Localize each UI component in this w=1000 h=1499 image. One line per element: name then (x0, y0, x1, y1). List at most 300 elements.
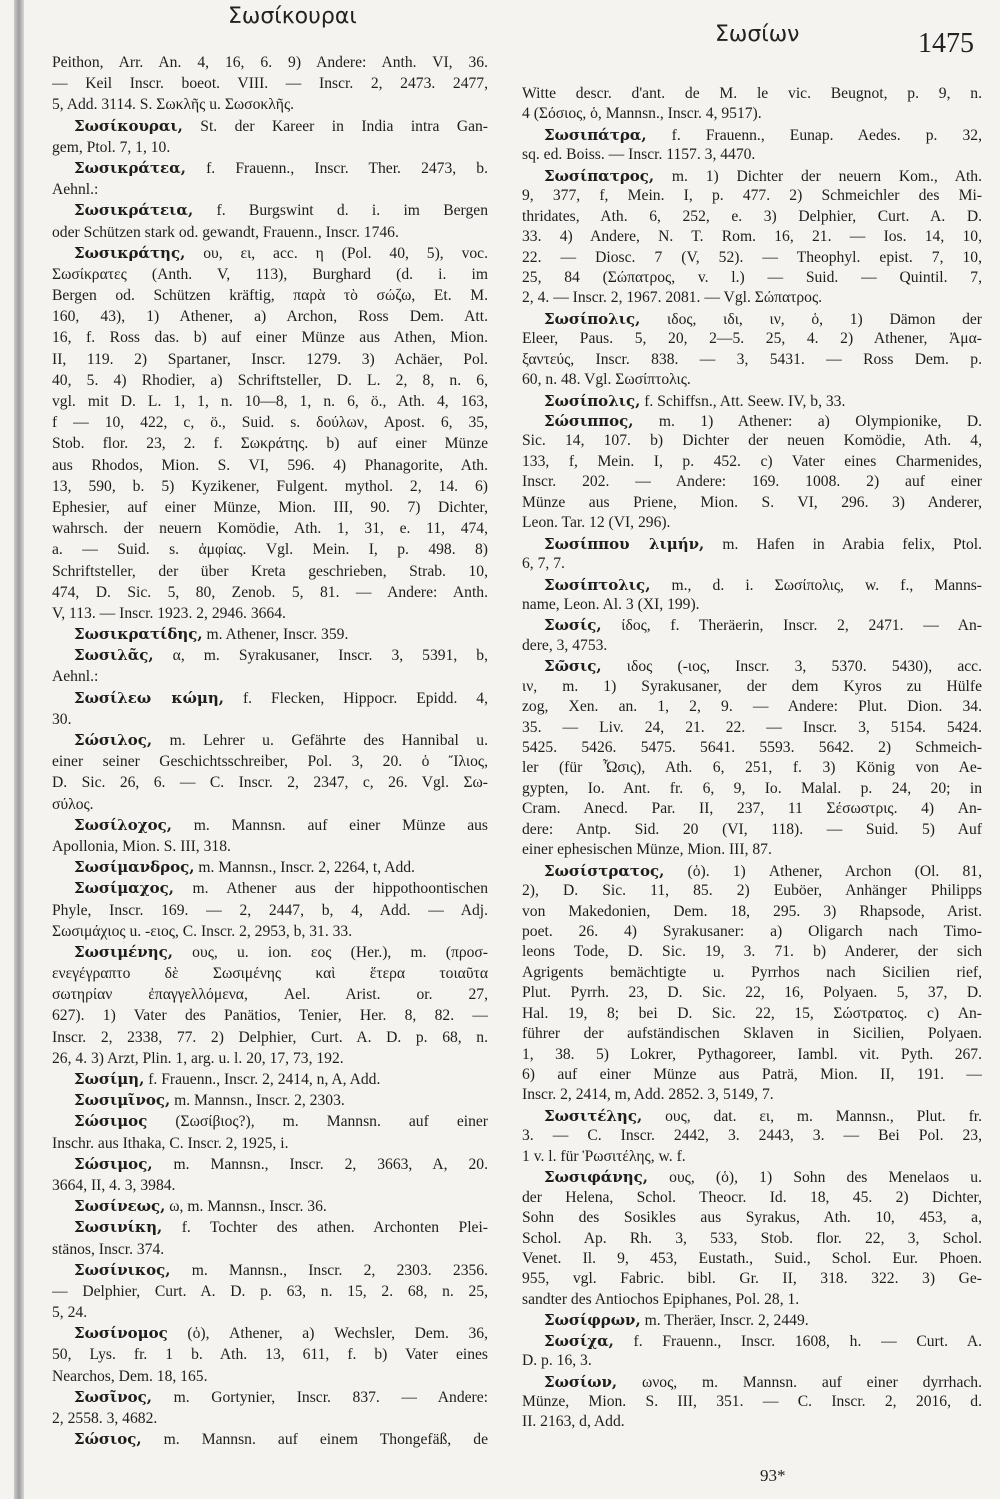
entry-text: Peithon, Arr. An. 4, 16, 6. 9) Andere: Anth. VI, 36. (52, 54, 488, 71)
entry-text: — Delphier, Curt. A. D. p. 63, n. 15, 2. 68, n. 25, (52, 1282, 488, 1300)
entry-first-line (52, 1069, 488, 1090)
entry-first-line (522, 309, 982, 329)
entry-text: f. Burgswint d. i. im Bergen (193, 202, 488, 220)
entry-first-line (522, 411, 982, 431)
headword: Σωσίνεως, (74, 1197, 166, 1216)
entry-first-line (52, 688, 488, 709)
headword: Σωσιπάτρα, (544, 125, 647, 144)
entry-first-line (52, 200, 488, 221)
entry-text: 3664, II, 4. 3, 3984. (52, 1176, 176, 1194)
entry-text: m. Lehrer u. Gefährte des Hannibal u. (152, 732, 488, 749)
entry-text: thridates, Ath. 6, 252, e. 3) Delphier, Curt. A. D. (522, 207, 982, 225)
entry-text: m. Mannsn., Inscr. 2, 2303. 2356. (170, 1261, 488, 1279)
entry-first-line (52, 942, 488, 963)
text-line (522, 779, 982, 799)
text-line (52, 391, 488, 412)
text-line (522, 595, 982, 615)
entry-text: f. Tochter des athen. Archonten Plei- (162, 1219, 488, 1237)
entry-text: St. der Kareer in India intra Gan- (182, 117, 488, 135)
text-line (52, 455, 488, 476)
text-line (522, 513, 982, 533)
text-line (522, 922, 982, 942)
entry-text: f — 10, 422, c, ö., Suid. s. δούλων, Apost. 6, 35, (52, 414, 488, 432)
entry-text: ιδος (-ιος, Inscr. 3, 5370. 5430), acc. (601, 658, 982, 676)
text-line (522, 902, 982, 922)
entry-first-line (522, 656, 982, 676)
entry-text: Bergen od. Schützen kräftig, παρὰ τὸ σώζω, Et. M. (52, 287, 488, 305)
entry-text: ιδος, ιδι, ιν, ὁ, 1) Dämon der (640, 310, 982, 328)
entry-text: Cram. Anecd. Par. II, 237, 11 Σέσωστρις. 4) An- (522, 800, 982, 818)
entry-first-line (522, 166, 982, 186)
text-line (52, 94, 488, 115)
text-line (522, 1147, 982, 1167)
entry-text: 474, D. Sic. 5, 80, Zenob. 5, 81. — Andere: Anth. (52, 583, 488, 601)
entry-text: Venet. Il. 9, 453, Eustath., Suid., Schol. Eur. Phoen. (522, 1249, 982, 1267)
text-line (522, 207, 982, 227)
entry-text: m. Mannsn., Inscr. 2, 2303. (170, 1092, 345, 1110)
headword: Σωσίπολις, (544, 309, 641, 328)
text-line (522, 697, 982, 717)
entry-text: m. 1) Athener: a) Olympionike, D. (633, 413, 982, 430)
headword: Σώσιμος (74, 1112, 148, 1131)
entry-text: Aehnl.: (52, 668, 99, 686)
headword: Σωσίλοχος, (74, 815, 172, 834)
entry-first-line (522, 575, 982, 595)
entry-text: sandter des Antiochos Epiphanes, Pol. 28, 1. (522, 1290, 800, 1308)
text-line (52, 539, 488, 560)
text-line (522, 820, 982, 840)
entry-text: σωτηρίαν ἐπαγγελλόμενα, Ael. Arist. or. 27, (52, 986, 488, 1004)
entry-text: (Σωσίβιος?), m. Mannsn. auf einer (147, 1113, 488, 1131)
text-line (522, 1208, 982, 1228)
entry-text: Nearchos, Dem. 18, 165. (52, 1367, 208, 1385)
entry-text: Plut. Pyrrh. 23, D. Sic. 22, 16, Polyaen. 5, 37, D. (522, 984, 982, 1002)
entry-first-line (52, 1323, 488, 1344)
entry-text: — Keil Inscr. boeot. VIII. — Inscr. 2, 2473. 2477, (52, 75, 488, 93)
entry-text: 627). 1) Vater des Panätios, Tenier, Her. 8, 82. — (52, 1007, 488, 1025)
headword: Σωσιμῖνος, (74, 1091, 171, 1110)
entry-first-line (52, 857, 488, 878)
headword: Σωσίφρων, (544, 1311, 641, 1330)
text-line (52, 582, 488, 603)
entry-first-line (52, 1260, 488, 1281)
entry-first-line (522, 1106, 982, 1126)
text-line (52, 709, 488, 730)
headword: Σωσίπολις, (544, 391, 641, 410)
text-line (522, 636, 982, 656)
entry-text: σύλος. (52, 795, 94, 813)
headword: Σωσίς, (544, 616, 602, 635)
entry-text: name, Leon. Al. 3 (XI, 199). (522, 595, 700, 613)
text-line (522, 799, 982, 819)
entry-text: 60, n. 48. Vgl. Σωσίπτολις. (522, 371, 691, 389)
entry-text: (ὁ). 1) Athener, Archon (Ol. 81, (664, 862, 982, 880)
entry-text: ους, u. ion. εος (Her.), m. (προσ- (172, 943, 488, 961)
entry-text: ωνος, m. Mannsn. auf einer dyrrhach. (617, 1373, 982, 1391)
entry-text: leons Tode, D. Sic. 19, 3. 71. b) Anderer, der sich (522, 943, 982, 961)
text-line (52, 794, 488, 815)
text-line (522, 248, 982, 268)
text-line (52, 285, 488, 306)
entry-text: führer der aufständischen Sklaven in Sicilien, Polyaen. (522, 1025, 982, 1043)
entry-text: 9, 377, f, Mein. I, p. 477. 2) Schmeichler des Mi- (522, 187, 982, 205)
entry-text: D. Sic. 26, 6. — C. Inscr. 2, 2347, c, 26. Vgl. Σω- (52, 774, 488, 792)
text-line (522, 452, 982, 472)
text-line (52, 1239, 488, 1260)
text-line (52, 264, 488, 285)
entry-text: ler (für Ὦσις), Ath. 6, 251, f. 3) König von Ae- (522, 759, 982, 777)
text-line (52, 137, 488, 158)
headword: Σωσικράτεα, (74, 158, 186, 177)
entry-text: 6) auf einer Münze aus Paträ, Mion. II, 191. — (522, 1066, 982, 1083)
text-line (522, 881, 982, 901)
headword: Σωσίνικος, (74, 1260, 171, 1279)
entry-text: 50, Lys. fr. 1 b. Ath. 13, 611, f. b) Vater eines (52, 1346, 488, 1364)
text-line (52, 1408, 488, 1429)
text-line (522, 942, 982, 962)
entry-text: gypten, Io. Ant. fr. 6, 9, Io. Malal. p. 24, 20; in (522, 779, 982, 797)
headword: Σωσιτέλης, (544, 1106, 643, 1125)
entry-text: 26, 4. 3) Arzt, Plin. 1, arg. u. l. 20, 17, 73, 192. (52, 1049, 344, 1067)
headword: Σώσιππος, (544, 412, 634, 430)
entry-text: m. Athener, Inscr. 359. (202, 626, 349, 644)
text-line (52, 772, 488, 793)
headword: Σωσίων, (544, 1372, 618, 1391)
entry-text: m. Mannsn. auf einer Münze aus (171, 816, 488, 834)
entry-text: m. Hafen in Arabia felix, Ptol. (704, 535, 982, 553)
entry-text: m. Mannsn. auf einem Thongefäß, de (141, 1431, 488, 1449)
text-line (522, 1249, 982, 1269)
entry-text: 22. — Diosc. 7 (V, 52). — Theophyl. epist. 7, 10, (522, 248, 982, 266)
entry-text: sq. ed. Boiss. — Inscr. 1157. 3, 4470. (522, 146, 756, 164)
entry-text: Σωσιμάχιος u. -ειος, C. Inscr. 2, 2953, b, 31. 33. (52, 922, 353, 940)
text-line (522, 288, 982, 308)
text-line (522, 370, 982, 390)
entry-text: 13, 590, b. 5) Kyzikener, Fulgent. mythol. 2, 14. 6) (52, 477, 488, 495)
text-line (52, 497, 488, 518)
entry-text: 33. 4) Andere, N. T. Rom. 16, 21. — Ios. 14, 10, (522, 228, 982, 246)
entry-text: zog, Xen. an. 1, 2, 9. — Andere: Plut. Dion. 34. (522, 698, 982, 716)
headword: Σωσίκουραι, (74, 116, 183, 135)
entry-text: Apollonia, Mion. S. III, 318. (52, 837, 231, 855)
text-line (52, 1175, 488, 1196)
entry-text: 6, 7, 7. (522, 555, 565, 573)
text-line (522, 1392, 982, 1412)
headword: Σωσῖνος, (74, 1387, 152, 1406)
entry-first-line (52, 116, 488, 137)
headword: Σωσικράτεια, (74, 201, 194, 220)
left-column (52, 52, 488, 1450)
entry-text: 2), D. Sic. 11, 85. 2) Euböer, Anhänger Philipps (522, 882, 982, 900)
entry-text: 1, 38. 5) Lokrer, Pythagoreer, Iambl. vit. Pyth. 267. (522, 1045, 982, 1063)
entry-text: Münze aus Priene, Mion. S. VI, 296. 3) Anderer, (522, 493, 982, 511)
text-line (52, 1133, 488, 1154)
entry-text: wahrsch. der neuern Komödie, Ath. 1, 31, e. 11, 474, (52, 520, 488, 538)
entry-first-line (52, 1217, 488, 1238)
entry-text: ξαντεύς, Inscr. 838. — 3, 5431. — Ross Dem. p. (522, 350, 982, 368)
entry-text: 5, 24. (52, 1304, 88, 1322)
headword: Σωσίχα, (544, 1331, 614, 1350)
entry-text: Eleer, Paus. 5, 20, 2—5. 25, 4. 2) Athener, Ἀμα- (522, 330, 982, 348)
text-line (522, 145, 982, 165)
entry-text: f. Frauenn., Inscr. 1608, h. — Curt. A. (613, 1332, 982, 1350)
headword: Σωσίνομος (74, 1324, 168, 1343)
entry-first-line (52, 645, 488, 666)
entry-text: einer seiner Geschichtsschreiber, Pol. 3, 20. ὁ Ἴλιος, (52, 753, 488, 771)
entry-text: Stob. flor. 23, 2. f. Σωκράτης. b) auf einer Münze (52, 435, 488, 453)
entry-first-line (522, 615, 982, 635)
text-line (52, 433, 488, 454)
entry-text: Sohn des Sosikles aus Syrakus, Ath. 10, 453, a, (522, 1209, 982, 1227)
text-line (52, 306, 488, 327)
text-line (522, 1269, 982, 1289)
entry-text: 25, 84 (Σώπατρος, v. l.) — Suid. — Quintil. 7, (522, 268, 982, 286)
entry-first-line (52, 878, 488, 899)
text-line (522, 84, 982, 104)
entry-text: 35. — Liv. 24, 21. 22. — Inscr. 3, 5154. 5424. (522, 718, 982, 736)
text-line (522, 1351, 982, 1371)
entry-text: von Makedonien, Dem. 18, 295. 3) Rhapsode, Arist. (522, 902, 982, 920)
text-line (52, 476, 488, 497)
text-line (52, 1005, 488, 1026)
text-line (52, 984, 488, 1005)
text-line (52, 836, 488, 857)
text-line (522, 1290, 982, 1310)
entry-text: dere, 3, 4753. (522, 636, 608, 654)
text-line (52, 52, 488, 73)
headword: Σώσιος, (74, 1430, 142, 1449)
entry-first-line (52, 243, 488, 264)
text-line (52, 921, 488, 942)
entry-text: einer ephesischen Münze, Mion. III, 87. (522, 841, 772, 859)
entry-text: 160, 43), 1) Athener, a) Archon, Ross Dem. Att. (52, 308, 488, 326)
entry-text: Schol. Ap. Rh. 3, 533, Stob. flor. 22, 3, Schol. (522, 1229, 982, 1247)
headword: Σωσικρατίδης, (74, 625, 203, 644)
headword: Σῶσις, (544, 657, 602, 676)
entry-text: gem, Ptol. 7, 1, 10. (52, 138, 171, 156)
page-binding-shadow (14, 0, 24, 1499)
text-line (52, 349, 488, 370)
entry-first-line (522, 1167, 982, 1187)
text-line (522, 186, 982, 206)
entry-text: 5425. 5426. 5475. 5641. 5593. 5642. 2) Schmeich- (522, 739, 982, 756)
entry-text: poet. 26. 4) Syrakusaner: a) Oligarch nach Timo- (522, 922, 982, 940)
text-line (522, 677, 982, 697)
text-line (522, 329, 982, 349)
entry-text: 4 (Σόσιος, ὁ, Mannsn., Inscr. 4, 9517). (522, 105, 762, 123)
text-line (52, 963, 488, 984)
entry-first-line (52, 1387, 488, 1408)
text-line (522, 983, 982, 1003)
text-line (522, 268, 982, 288)
entry-first-line (522, 391, 982, 411)
text-line (522, 963, 982, 983)
entry-text: 3. — C. Inscr. 2442, 3. 2443, 3. — Bei Pol. 23, (522, 1127, 982, 1145)
entry-text: m. Athener aus der hippothoontischen (173, 880, 488, 898)
text-line (52, 751, 488, 772)
entry-first-line (52, 1090, 488, 1111)
entry-text: 16, f. Ross das. b) auf einer Münze aus Athen, Mion. (52, 329, 488, 347)
text-line (522, 472, 982, 492)
text-line (522, 718, 982, 738)
entry-text: oder Schützen stark od. gewandt, Frauenn., Inscr. 1746. (52, 223, 399, 241)
headword: Σωσίστρατος, (544, 861, 665, 880)
entry-first-line (52, 1429, 488, 1450)
entry-text: a. — Suid. s. ἀμφίας. Vgl. Mein. I, p. 498. 8) (52, 541, 488, 559)
running-head-right: Σωσίων (715, 22, 800, 47)
headword: Σωσιφάνης, (544, 1168, 648, 1187)
entry-text: f. Schiffsn., Att. Seew. IV, b, 33. (640, 392, 846, 410)
entry-text: ους, (ὁ), 1) Sohn des Menelaos u. (648, 1169, 982, 1187)
entry-text: Hal. 19, 8; bei D. Sic. 22, 15, Σώστρατος. c) An- (522, 1004, 982, 1022)
headword: Σωσίππου λιμήν, (544, 534, 705, 553)
entry-text: ους, dat. ει, m. Mannsn., Plut. fr. (642, 1107, 982, 1125)
text-line (52, 1027, 488, 1048)
entry-text: 2, 4. — Inscr. 2, 1967. 2081. — Vgl. Σώπατρος. (522, 289, 823, 307)
text-line (52, 603, 488, 624)
entry-text: m. Gortynier, Inscr. 837. — Andere: (151, 1388, 488, 1406)
text-line (52, 370, 488, 391)
text-line (522, 104, 982, 124)
entry-text: Phyle, Inscr. 169. — 2, 2447, b, 4, Add. — Adj. (52, 901, 488, 919)
text-line (52, 1344, 488, 1365)
entry-text: Witte descr. d'ant. de M. le vic. Beugnot, p. 9, n. (522, 85, 982, 102)
entry-first-line (52, 1154, 488, 1175)
text-line (52, 518, 488, 539)
headword: Σωσίμανδρος, (74, 858, 195, 877)
entry-first-line (522, 534, 982, 554)
entry-text: Schriftsteller, der über Kreta geschrieben, Strab. 10, (52, 562, 488, 580)
entry-text: 1 v. l. für Ῥωσιτέλης, w. f. (522, 1147, 686, 1165)
entry-first-line (522, 861, 982, 881)
headword: Σωσικράτης, (74, 243, 186, 262)
entry-first-line (52, 815, 488, 836)
sheet-signature: 93* (760, 1466, 786, 1485)
entry-text: (ὁ), Athener, a) Wechsler, Dem. 36, (167, 1325, 488, 1343)
entry-text: f. Frauenn., Eunap. Aedes. p. 32, (646, 126, 982, 144)
headword: Σωσίμαχος, (74, 879, 174, 898)
text-line (522, 1024, 982, 1044)
text-line (522, 840, 982, 860)
entry-text: ιν, m. 1) Syrakusaner, der dem Kyros zu Hülfe (522, 677, 982, 695)
entry-text: Inscr. 202. — Andere: 169. 1008. 2) auf einer (522, 473, 982, 491)
headword: Σωσίπατρος, (544, 166, 655, 185)
headword: Σωσίλεω κώμη, (74, 688, 225, 707)
entry-text: stänos, Inscr. 374. (52, 1240, 165, 1258)
entry-first-line (52, 730, 488, 751)
headword: Σωσίμη, (74, 1070, 145, 1088)
entry-text: α, m. Syrakusaner, Inscr. 3, 5391, b, (153, 647, 488, 665)
entry-text: 5, Add. 3114. S. Σωκλῆς u. Σωσοκλῆς. (52, 96, 295, 114)
text-line (522, 738, 982, 758)
text-line (522, 1126, 982, 1146)
entry-text: Aehnl.: (52, 181, 99, 199)
headword: Σωσιλᾶς, (74, 646, 154, 665)
entry-first-line (522, 1372, 982, 1392)
text-line (522, 227, 982, 247)
text-line (522, 1065, 982, 1085)
running-head-left: Σωσίκουραι (228, 4, 357, 29)
entry-text: f. Frauenn., Inscr. 2, 2414, n, A, Add. (144, 1071, 381, 1088)
text-line (52, 900, 488, 921)
text-line (522, 1412, 982, 1432)
text-line (52, 561, 488, 582)
entry-text: f. Flecken, Hippocr. Epidd. 4, (224, 689, 488, 707)
entry-text: Inscr. 2, 2414, m, Add. 2852. 3, 5149, 7. (522, 1086, 774, 1104)
entry-text: Inscr. 2, 2338, 77. 2) Delphier, Curt. A. D. p. 68, n. (52, 1028, 488, 1046)
text-line (52, 1366, 488, 1387)
headword: Σωσιμένης, (74, 942, 173, 961)
entry-text: m. 1) Dichter der neuern Kom., Ath. (654, 167, 982, 185)
entry-text: m. Mannsn., Inscr. 2, 2264, t, Add. (194, 859, 415, 877)
entry-text: II. 2163, d, Add. (522, 1413, 625, 1431)
entry-text: f. Frauenn., Inscr. Ther. 2473, b. (185, 159, 488, 177)
text-line (522, 1085, 982, 1105)
entry-text: ω, m. Mannsn., Inscr. 36. (165, 1198, 327, 1216)
entry-text: aus Rhodos, Mion. S. VI, 596. 4) Phanagorite, Ath. (52, 456, 488, 474)
entry-text: 133, f, Mein. I, p. 452. c) Vater eines Charmenides, (522, 452, 982, 470)
headword: Σωσινίκη, (74, 1218, 163, 1237)
entry-first-line (52, 1196, 488, 1217)
headword: Σώσιμος, (74, 1154, 153, 1173)
entry-text: Σωσίκρατες (Anth. V, 113), Burghard (d. i. im (52, 265, 488, 283)
headword: Σώσιλος, (74, 731, 153, 749)
entry-first-line (522, 1310, 982, 1330)
text-line (522, 758, 982, 778)
text-line (52, 327, 488, 348)
text-line (52, 1048, 488, 1069)
page-number: 1475 (918, 28, 974, 59)
text-line (52, 222, 488, 243)
entry-first-line (52, 1111, 488, 1132)
entry-text: D. p. 16, 3. (522, 1352, 592, 1370)
entry-text: m. Theräer, Inscr. 2, 2449. (640, 1312, 809, 1330)
headword: Σωσίπτολις, (544, 575, 651, 594)
text-line (522, 350, 982, 370)
text-line (522, 1188, 982, 1208)
entry-text: ου, ει, acc. η (Pol. 40, 5), voc. (185, 244, 488, 262)
entry-text: 955, vgl. Fabric. bibl. Gr. II, 318. 322. 3) Ge- (522, 1270, 982, 1288)
entry-text: m., d. i. Σωσίπολις, w. f., Manns- (650, 576, 982, 594)
entry-first-line (522, 1331, 982, 1351)
entry-text: Ephesier, auf einer Münze, Mion. III, 90. 7) Dichter, (52, 498, 488, 516)
entry-text: Inschr. aus Ithaka, C. Inscr. 2, 1925, i. (52, 1134, 289, 1152)
text-line (522, 493, 982, 513)
text-line (52, 73, 488, 94)
entry-text: ενεγέγραπτο δὲ Σωσιμένης καὶ ἕτερα τοιαῦτα (52, 965, 488, 983)
entry-first-line (52, 624, 488, 645)
entry-text: Agrigents bemächtigte u. Pyrrhos nach Sicilien rief, (522, 963, 982, 981)
text-line (52, 412, 488, 433)
entry-first-line (522, 125, 982, 145)
text-line (522, 554, 982, 574)
entry-text: der Helena, Schol. Theocr. Id. 18, 45. 2) Dichter, (522, 1188, 982, 1206)
text-line (52, 1302, 488, 1323)
entry-text: 2, 2558. 3, 4682. (52, 1410, 158, 1427)
entry-first-line (52, 158, 488, 179)
right-column (522, 84, 982, 1433)
text-line (52, 666, 488, 687)
entry-text: 40, 5. 4) Rhodier, a) Schriftsteller, D. L. 2, 8, n. 6, (52, 371, 488, 389)
entry-text: ίδος, f. Theräerin, Inscr. 2, 2471. — An- (601, 617, 982, 635)
text-line (52, 1281, 488, 1302)
entry-text: V, 113. — Inscr. 1923. 2, 2946. 3664. (52, 604, 286, 622)
entry-text: vgl. mit D. L. 1, 1, n. 10—8, 1, n. 6, ö., Ath. 4, 163, (52, 393, 488, 410)
text-line (52, 179, 488, 200)
text-line (522, 431, 982, 451)
entry-text: dere: Antp. Sid. 20 (VI, 118). — Suid. 5) Auf (522, 820, 982, 838)
text-line (522, 1045, 982, 1065)
